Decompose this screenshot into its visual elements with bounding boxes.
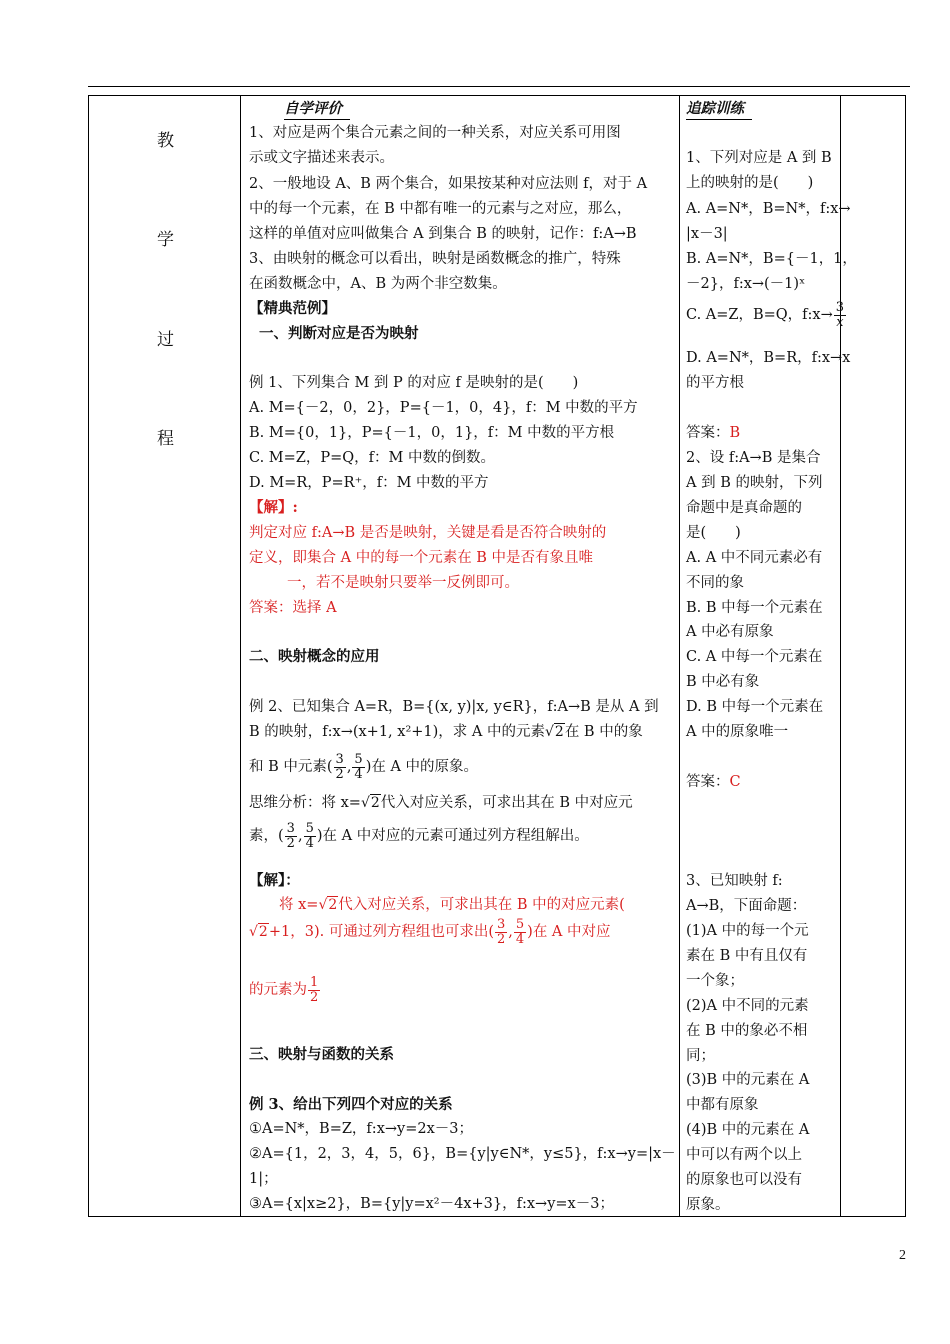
statement-3: (3)B 中的元素在 A (686, 1072, 810, 1088)
statement-4: (4)B 中的元素在 A (686, 1122, 810, 1138)
process-char-1: 教 (157, 131, 174, 151)
column-divider (679, 96, 680, 1216)
text-line: 中的每一个元素，在 B 中都有唯一的元素与之对应，那么， (249, 201, 632, 217)
text-line: |x－3| (686, 226, 728, 242)
text-line: 一个象； (686, 973, 744, 989)
part-title: 三、映射与函数的关系 (249, 1046, 394, 1063)
text-line: 中可以有两个以上 (686, 1147, 802, 1163)
text-line: B 中必有象 (686, 674, 760, 690)
solution-label: 【解】： (249, 872, 300, 889)
answer-1: 答案：选择 A (249, 600, 337, 616)
text-line: 原象。 (686, 1197, 730, 1213)
question-3: 3、已知映射 f: (686, 873, 783, 889)
relation-1: ①A=N*，B=Z，f:x→y=2x－3； (249, 1121, 473, 1137)
option-d: D. B 中每一个元素在 (686, 699, 824, 715)
text-line: A→B，下面命题： (686, 898, 807, 914)
solution-text: 判定对应 f:A→B 是否是映射，关键是看是否符合映射的 (249, 525, 607, 541)
fraction: $\frac{5}{4}$ (305, 820, 314, 851)
heading-underline (284, 119, 350, 120)
text-line: 示或文字描述来表示。 (249, 150, 394, 166)
question-1: 1、下列对应是 A 到 B (686, 150, 832, 166)
relation-3: ③A={x|x≥2}，B={y|y=x²－4x+3}，f:x→y=x－3； (249, 1196, 614, 1212)
heading-underline (686, 119, 752, 120)
practice-heading: 追踪训练 (686, 100, 744, 117)
relation-2-cont: 1|； (249, 1171, 278, 1187)
option-b: B. A=N*，B={－1，1， (686, 251, 857, 267)
solution-text: 一，若不是映射只要举一反例即可。 (287, 575, 519, 591)
fraction: $\frac{5}{4}$ (515, 916, 525, 947)
text-line: 2、一般地设 A、B 两个集合，如果按某种对应法则 f，对于 A (249, 176, 648, 192)
main-heading: 自学评价 (284, 100, 342, 117)
text-line: 和 B 中元素( $\frac{3}{2}$ , $\frac{5}{4}$ )在 A 中的原象。 (249, 751, 479, 782)
text-line: 在函数概念中，A、B 为两个非空数集。 (249, 276, 507, 292)
text-line: A 到 B 的映射，下列 (686, 475, 823, 491)
text-line: 在 B 中的象必不相 (686, 1023, 808, 1039)
text-line: A 中的原象唯一 (686, 724, 789, 740)
solution-label: 【解】: (249, 499, 298, 516)
option-c: C. A 中每一个元素在 (686, 649, 823, 665)
answer-1: 答案：B (686, 425, 741, 441)
statement-1: (1)A 中的每一个元 (686, 923, 809, 939)
text-line: 1、对应是两个集合元素之间的一种关系，对应关系可用图 (249, 125, 621, 141)
fraction: $\frac{1}{2}$ (310, 974, 319, 1005)
fraction: $\frac{5}{4}$ (354, 751, 363, 782)
process-char-3: 过 (157, 330, 174, 350)
example-1: 例 1、下列集合 M 到 P 的对应 f 是映射的是( ) (249, 375, 579, 391)
sqrt-symbol: √2 (249, 924, 268, 940)
process-char-4: 程 (157, 429, 174, 449)
text-line: 中都有原象 (686, 1097, 759, 1113)
option-c: C. A=Z，B=Q，f:x→ $\frac{3}{x}$ (686, 299, 845, 330)
text-line: 素在 B 中有且仅有 (686, 948, 808, 964)
lesson-table (88, 95, 906, 1217)
column-divider (240, 96, 241, 1216)
fraction: $\frac{3}{2}$ (335, 751, 344, 782)
text-line: 是( ) (686, 525, 741, 541)
fraction: $\frac{3}{2}$ (496, 916, 506, 947)
option-b: B. M={0，1}，P={－1，0，1}，f：M 中数的平方根 (249, 425, 615, 441)
solution-text: 将 x=√2代入对应关系，可求出其在 B 中的对应元素( (279, 897, 625, 913)
text-line: 命题中是真命题的 (686, 500, 802, 516)
sqrt-symbol: √2 (360, 795, 380, 811)
option-a: A. A=N*，B=N*，f:x→ (686, 201, 851, 217)
answer-2: 答案：C (686, 774, 741, 790)
solution-text: √2+1，3). 可通过列方程组也可求出( $\frac{3}{2}$ , $\frac{5}{4}$ )在 A 中对应 (249, 916, 611, 947)
option-b: B. B 中每一个元素在 (686, 600, 823, 616)
sqrt-symbol: √2 (544, 724, 564, 740)
text-line: 同； (686, 1048, 715, 1064)
text-line: 这样的单值对应叫做集合 A 到集合 B 的映射，记作：f:A→B (249, 226, 637, 242)
analysis-text: 素，( $\frac{3}{2}$ , $\frac{5}{4}$ )在 A 中对应的元素可通过列方程组解出。 (249, 820, 589, 851)
header-rule (88, 86, 910, 87)
solution-text: 定义，即集合 A 中的每一个元素在 B 中是否有象且唯 (249, 550, 594, 566)
text-line: 的原象也可以没有 (686, 1172, 802, 1188)
option-a: A. A 中不同元素必有 (686, 550, 823, 566)
example-3: 例 3、给出下列四个对应的关系 (249, 1096, 453, 1113)
text-line: 不同的象 (686, 575, 744, 591)
analysis-text: 思维分析：将 x=√2代入对应关系，可求出其在 B 中对应元 (249, 795, 633, 811)
sqrt-symbol: √2 (318, 897, 338, 913)
solution-text: 的元素为 $\frac{1}{2}$ (249, 974, 319, 1005)
option-d: D. A=N*，B=R，f:x→x (686, 350, 851, 366)
part-title: 二、映射概念的应用 (249, 648, 380, 665)
text-line: 3、由映射的概念可以看出，映射是函数概念的推广，特殊 (249, 251, 621, 267)
option-c: C. M=Z，P=Q，f：M 中数的倒数。 (249, 450, 495, 466)
option-a: A. M={－2，0，2}，P={－1，0，4}，f：M 中数的平方 (249, 400, 638, 416)
question-2: 2、设 f:A→B 是集合 (686, 450, 821, 466)
text-line: 的平方根 (686, 375, 744, 391)
statement-2: (2)A 中不同的元素 (686, 998, 809, 1014)
text-line: －2}，f:x→(－1)ˣ (686, 276, 806, 292)
part-title: 一、判断对应是否为映射 (259, 325, 419, 342)
text-line: B 的映射，f:x→(x+1, x²+1)，求 A 中的元素√2在 B 中的象 (249, 724, 643, 740)
section-title: 【精典范例】 (249, 300, 336, 317)
option-d: D. M=R，P=R⁺，f：M 中数的平方 (249, 475, 489, 491)
page-number: 2 (899, 1248, 906, 1263)
fraction: $\frac{3}{x}$ (835, 299, 845, 330)
text-line: 上的映射的是( ) (686, 175, 814, 191)
process-char-2: 学 (157, 230, 174, 250)
text-line: A 中必有原象 (686, 624, 774, 640)
relation-2: ②A={1，2，3，4，5，6}，B={y|y∈N*，y≤5}，f:x→y=|x－ (249, 1146, 676, 1162)
fraction: $\frac{3}{2}$ (286, 820, 295, 851)
example-2: 例 2、已知集合 A=R，B={(x, y)|x, y∈R}，f:A→B 是从 A 到 (249, 699, 659, 715)
